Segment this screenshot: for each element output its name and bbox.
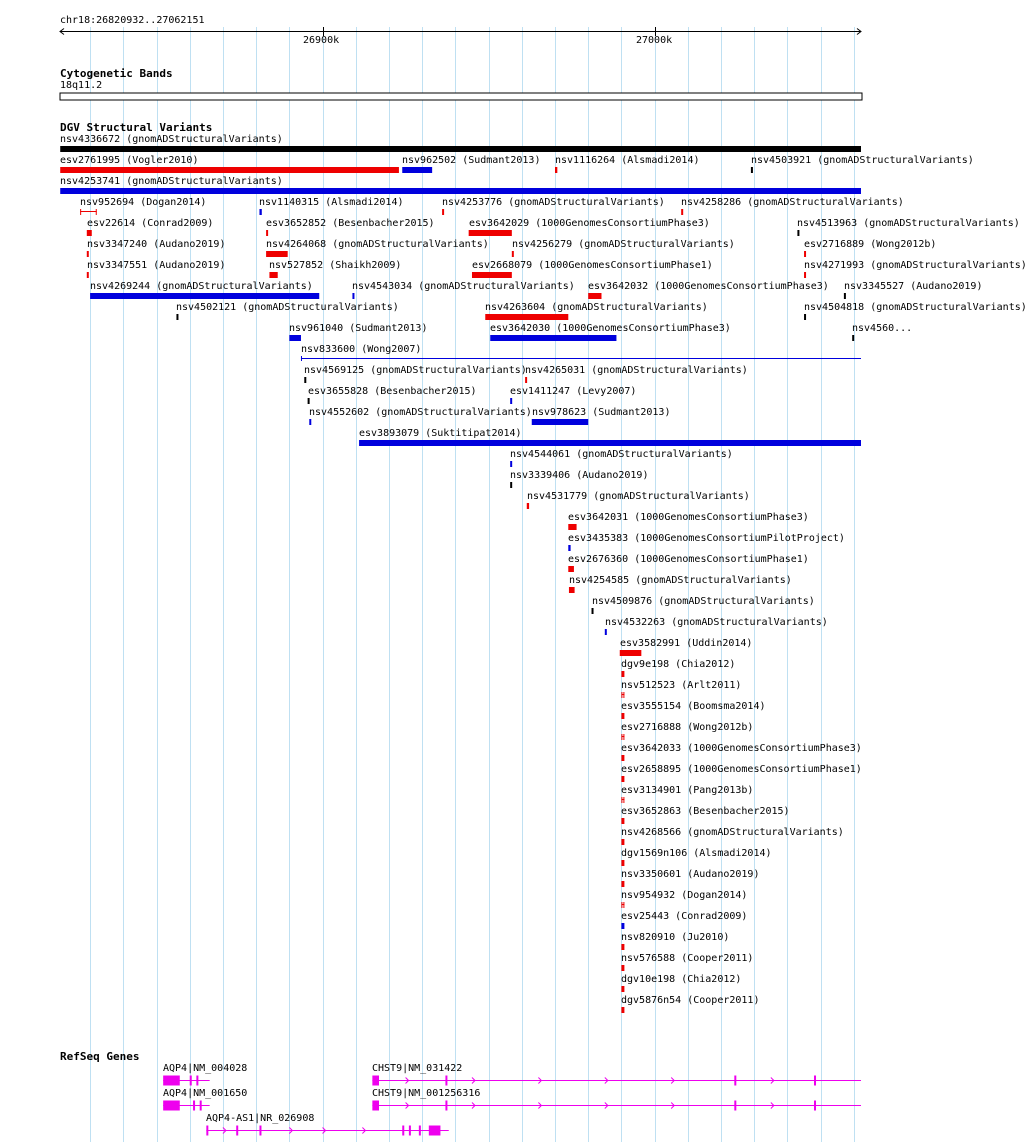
dgv-feature-label[interactable]: nsv4509876 (gnomADStructuralVariants) — [592, 596, 815, 607]
dgv-feature-bar — [289, 335, 301, 341]
dgv-feature-bar — [259, 209, 261, 215]
dgv-feature-label[interactable]: esv3134901 (Pang2013b) — [621, 785, 754, 796]
dgv-feature-label[interactable]: esv1411247 (Levy2007) — [510, 386, 637, 397]
dgv-feature-bar — [588, 293, 601, 299]
dgv-feature-bar — [402, 167, 432, 173]
dgv-feature-label[interactable]: nsv4253776 (gnomADStructuralVariants) — [442, 197, 665, 208]
gene-exon — [163, 1101, 180, 1111]
dgv-feature-label[interactable]: esv3582991 (Uddin2014) — [620, 638, 753, 649]
dgv-feature-label[interactable]: esv3652852 (Besenbacher2015) — [266, 218, 435, 229]
gene-exon — [190, 1076, 192, 1086]
dgv-feature-label[interactable]: esv3435383 (1000GenomesConsortiumPilotProject) — [568, 533, 845, 544]
dgv-feature-label[interactable]: nsv4263604 (gnomADStructuralVariants) — [485, 302, 708, 313]
dgv-feature-label[interactable]: nsv3345527 (Audano2019) — [844, 281, 983, 292]
gene-exon — [236, 1126, 238, 1136]
refseq-track-title[interactable]: RefSeq Genes — [60, 1050, 140, 1063]
dgv-feature-bar — [621, 944, 624, 950]
dgv-feature-label[interactable]: nsv4531779 (gnomADStructuralVariants) — [527, 491, 750, 502]
refseq-gene-label[interactable]: AQP4-AS1|NR_026908 — [206, 1113, 315, 1124]
dgv-feature-bar — [525, 377, 527, 383]
dgv-feature-label[interactable]: esv3642031 (1000GenomesConsortiumPhase3) — [568, 512, 809, 523]
dgv-feature-bar — [266, 230, 268, 236]
dgv-feature-bar — [304, 377, 306, 383]
gene-exon — [193, 1101, 195, 1111]
dgv-feature-bar — [621, 860, 624, 866]
dgv-feature-bar — [485, 314, 568, 320]
region-label: chr18:26820932..27062151 — [60, 15, 205, 26]
dgv-feature-label[interactable]: esv2668079 (1000GenomesConsortiumPhase1) — [472, 260, 713, 271]
dgv-feature-bar — [527, 503, 529, 509]
dgv-feature-bar — [510, 398, 512, 404]
dgv-feature-bar — [620, 650, 642, 656]
gene-exon — [372, 1076, 379, 1086]
dgv-feature-bar — [490, 335, 616, 341]
dgv-feature-label[interactable]: nsv1140315 (Alsmadi2014) — [259, 197, 404, 208]
dgv-feature-bar — [621, 986, 624, 992]
dgv-feature-label[interactable]: esv2716889 (Wong2012b) — [804, 239, 937, 250]
dgv-feature-bar — [621, 1007, 624, 1013]
dgv-feature-label[interactable]: nsv527852 (Shaikh2009) — [269, 260, 402, 271]
dgv-feature-label[interactable]: nsv833600 (Wong2007) — [301, 344, 422, 355]
dgv-feature-bar — [266, 251, 288, 257]
dgv-feature-bar — [621, 776, 624, 782]
dgv-feature-bar — [555, 167, 557, 173]
dgv-feature-label[interactable]: nsv961040 (Sudmant2013) — [289, 323, 428, 334]
dgv-feature-label[interactable]: esv2676360 (1000GenomesConsortiumPhase1) — [568, 554, 809, 565]
dgv-feature-label[interactable]: nsv3347240 (Audano2019) — [87, 239, 226, 250]
dgv-feature-bar — [309, 419, 311, 425]
dgv-feature-bar — [621, 923, 624, 929]
dgv-feature-bar — [352, 293, 354, 299]
dgv-feature-label[interactable]: dgv10e198 (Chia2012) — [621, 974, 742, 985]
dgv-feature-bar — [852, 335, 854, 341]
dgv-feature-label[interactable]: esv3642029 (1000GenomesConsortiumPhase3) — [469, 218, 710, 229]
dgv-feature-label[interactable]: nsv4269244 (gnomADStructuralVariants) — [90, 281, 313, 292]
dgv-feature-label[interactable]: nsv978623 (Sudmant2013) — [532, 407, 671, 418]
dgv-feature-bar — [621, 818, 624, 824]
gene-exon — [734, 1101, 736, 1111]
dgv-feature-label[interactable]: nsv4253741 (gnomADStructuralVariants) — [60, 176, 283, 187]
dgv-feature-bar — [442, 209, 444, 215]
dgv-feature-bar — [60, 146, 861, 152]
dgv-feature-label[interactable]: nsv576588 (Cooper2011) — [621, 953, 754, 964]
dgv-feature-bar — [568, 545, 570, 551]
dgv-feature-bar — [87, 230, 92, 236]
dgv-feature-label[interactable]: nsv4264068 (gnomADStructuralVariants) — [266, 239, 489, 250]
dgv-feature-bar — [472, 272, 512, 278]
dgv-feature-label[interactable]: nsv3347551 (Audano2019) — [87, 260, 226, 271]
dgv-feature-label[interactable]: nsv3350601 (Audano2019) — [621, 869, 760, 880]
dgv-feature-bar — [60, 167, 399, 173]
dgv-feature-bar — [510, 482, 512, 488]
gene-exon — [445, 1101, 447, 1111]
dgv-feature-bar — [621, 671, 624, 677]
dgv-feature-label[interactable]: esv2716888 (Wong2012b) — [621, 722, 754, 733]
gene-exon — [196, 1076, 198, 1086]
cytobands-track-title[interactable]: Cytogenetic Bands — [60, 67, 173, 80]
gene-exon — [200, 1101, 202, 1111]
dgv-feature-label[interactable]: nsv4544061 (gnomADStructuralVariants) — [510, 449, 733, 460]
dgv-feature-label[interactable]: nsv4254585 (gnomADStructuralVariants) — [569, 575, 792, 586]
ruler-tick-label-26900k: 26900k — [303, 35, 340, 46]
gene-exon — [814, 1101, 816, 1111]
dgv-feature-bar — [87, 251, 89, 257]
dgv-feature-bar — [269, 272, 277, 278]
refseq-gene-label[interactable]: AQP4|NM_001650 — [163, 1088, 248, 1099]
dgv-feature-bar — [621, 839, 624, 845]
dgv-feature-bar — [621, 881, 624, 887]
dgv-feature-label[interactable]: nsv4258286 (gnomADStructuralVariants) — [681, 197, 904, 208]
dgv-track-title[interactable]: DGV Structural Variants — [60, 121, 213, 134]
dgv-feature-label[interactable]: esv25443 (Conrad2009) — [621, 911, 748, 922]
dgv-feature-bar — [621, 713, 624, 719]
refseq-gene-label[interactable]: CHST9|NM_001256316 — [372, 1088, 481, 1099]
dgv-feature-label[interactable]: nsv954932 (Dogan2014) — [621, 890, 748, 901]
dgv-feature-label[interactable]: dgv5876n54 (Cooper2011) — [621, 995, 760, 1006]
cytoband-bar — [60, 93, 862, 100]
dgv-feature-label[interactable]: esv22614 (Conrad2009) — [87, 218, 214, 229]
dgv-feature-label[interactable]: nsv4268566 (gnomADStructuralVariants) — [621, 827, 844, 838]
dgv-feature-bar — [568, 524, 576, 530]
dgv-feature-bar — [359, 440, 861, 446]
dgv-feature-bar — [621, 755, 624, 761]
dgv-feature-bar — [804, 272, 806, 278]
dgv-feature-label[interactable]: nsv4569125 (gnomADStructuralVariants) — [304, 365, 527, 376]
dgv-feature-label[interactable]: nsv820910 (Ju2010) — [621, 932, 730, 943]
gene-exon — [259, 1126, 261, 1136]
gene-exon — [814, 1076, 816, 1086]
dgv-feature-label[interactable]: nsv952694 (Dogan2014) — [80, 197, 207, 208]
dgv-feature-label[interactable]: nsv512523 (Arlt2011) — [621, 680, 742, 691]
ruler-tick-label-27000k: 27000k — [636, 35, 673, 46]
dgv-feature-bar — [308, 398, 310, 404]
dgv-feature-bar — [592, 608, 594, 614]
dgv-feature-label[interactable]: nsv4532263 (gnomADStructuralVariants) — [605, 617, 828, 628]
dgv-feature-label[interactable]: esv2658895 (1000GenomesConsortiumPhase1) — [621, 764, 862, 775]
dgv-feature-label[interactable]: esv3555154 (Boomsma2014) — [621, 701, 766, 712]
dgv-feature-bar — [510, 461, 512, 467]
dgv-feature-label[interactable]: nsv4336672 (gnomADStructuralVariants) — [60, 134, 283, 145]
gene-exon — [372, 1101, 379, 1111]
gene-exon — [206, 1126, 208, 1136]
dgv-feature-label[interactable]: esv3893079 (Suktitipat2014) — [359, 428, 522, 439]
dgv-feature-bar — [605, 629, 607, 635]
dgv-feature-bar — [804, 251, 806, 257]
dgv-feature-label[interactable]: nsv4552602 (gnomADStructuralVariants) — [309, 407, 532, 418]
dgv-feature-label[interactable]: esv2761995 (Vogler2010) — [60, 155, 199, 166]
dgv-feature-label[interactable]: nsv4265031 (gnomADStructuralVariants) — [525, 365, 748, 376]
dgv-feature-bar — [532, 419, 588, 425]
refseq-gene-label[interactable]: AQP4|NM_004028 — [163, 1063, 248, 1074]
dgv-feature-label[interactable]: esv3642030 (1000GenomesConsortiumPhase3) — [490, 323, 731, 334]
dgv-feature-bar — [569, 587, 575, 593]
dgv-feature-label[interactable]: nsv4543034 (gnomADStructuralVariants) — [352, 281, 575, 292]
gene-exon — [402, 1126, 404, 1136]
dgv-feature-label[interactable]: nsv1116264 (Alsmadi2014) — [555, 155, 700, 166]
dgv-feature-bar — [751, 167, 753, 173]
cytoband-label: 18q11.2 — [60, 80, 103, 91]
dgv-feature-label[interactable]: nsv4256279 (gnomADStructuralVariants) — [512, 239, 735, 250]
gene-exon — [445, 1076, 447, 1086]
gene-exon — [429, 1126, 441, 1136]
dgv-feature-bar — [60, 188, 861, 194]
gene-exon — [163, 1076, 180, 1086]
dgv-feature-bar — [844, 293, 846, 299]
dgv-feature-label[interactable]: nsv4503921 (gnomADStructuralVariants) — [751, 155, 974, 166]
dgv-feature-bar — [621, 965, 624, 971]
dgv-feature-label[interactable]: dgv9e198 (Chia2012) — [621, 659, 736, 670]
dgv-feature-bar — [87, 272, 89, 278]
dgv-feature-label[interactable]: nsv4271993 (gnomADStructuralVariants) — [804, 260, 1027, 271]
dgv-feature-bar — [804, 314, 806, 320]
dgv-feature-label[interactable]: esv3652863 (Besenbacher2015) — [621, 806, 790, 817]
dgv-feature-label[interactable]: esv3655828 (Besenbacher2015) — [308, 386, 477, 397]
dgv-feature-label[interactable]: nsv962502 (Sudmant2013) — [402, 155, 541, 166]
dgv-feature-label[interactable]: esv3642033 (1000GenomesConsortiumPhase3) — [621, 743, 862, 754]
dgv-feature-label[interactable]: nsv4513963 (gnomADStructuralVariants) — [797, 218, 1020, 229]
gene-exon — [734, 1076, 736, 1086]
dgv-feature-bar — [90, 293, 319, 299]
gene-exon — [419, 1126, 421, 1136]
dgv-feature-bar — [568, 566, 574, 572]
dgv-feature-bar — [512, 251, 514, 257]
gene-exon — [409, 1126, 411, 1136]
dgv-feature-label[interactable]: nsv4504818 (gnomADStructuralVariants) — [804, 302, 1027, 313]
dgv-feature-label[interactable]: dgv1569n106 (Alsmadi2014) — [621, 848, 772, 859]
dgv-feature-bar — [469, 230, 512, 236]
dgv-feature-bar — [681, 209, 683, 215]
dgv-feature-label[interactable]: nsv3339406 (Audano2019) — [510, 470, 649, 481]
dgv-feature-bar — [176, 314, 178, 320]
dgv-feature-label[interactable]: nsv4560... — [852, 323, 913, 334]
dgv-feature-label[interactable]: nsv4502121 (gnomADStructuralVariants) — [176, 302, 399, 313]
dgv-feature-bar — [797, 230, 799, 236]
dgv-feature-label[interactable]: esv3642032 (1000GenomesConsortiumPhase3) — [588, 281, 829, 292]
refseq-gene-label[interactable]: CHST9|NM_031422 — [372, 1063, 463, 1074]
